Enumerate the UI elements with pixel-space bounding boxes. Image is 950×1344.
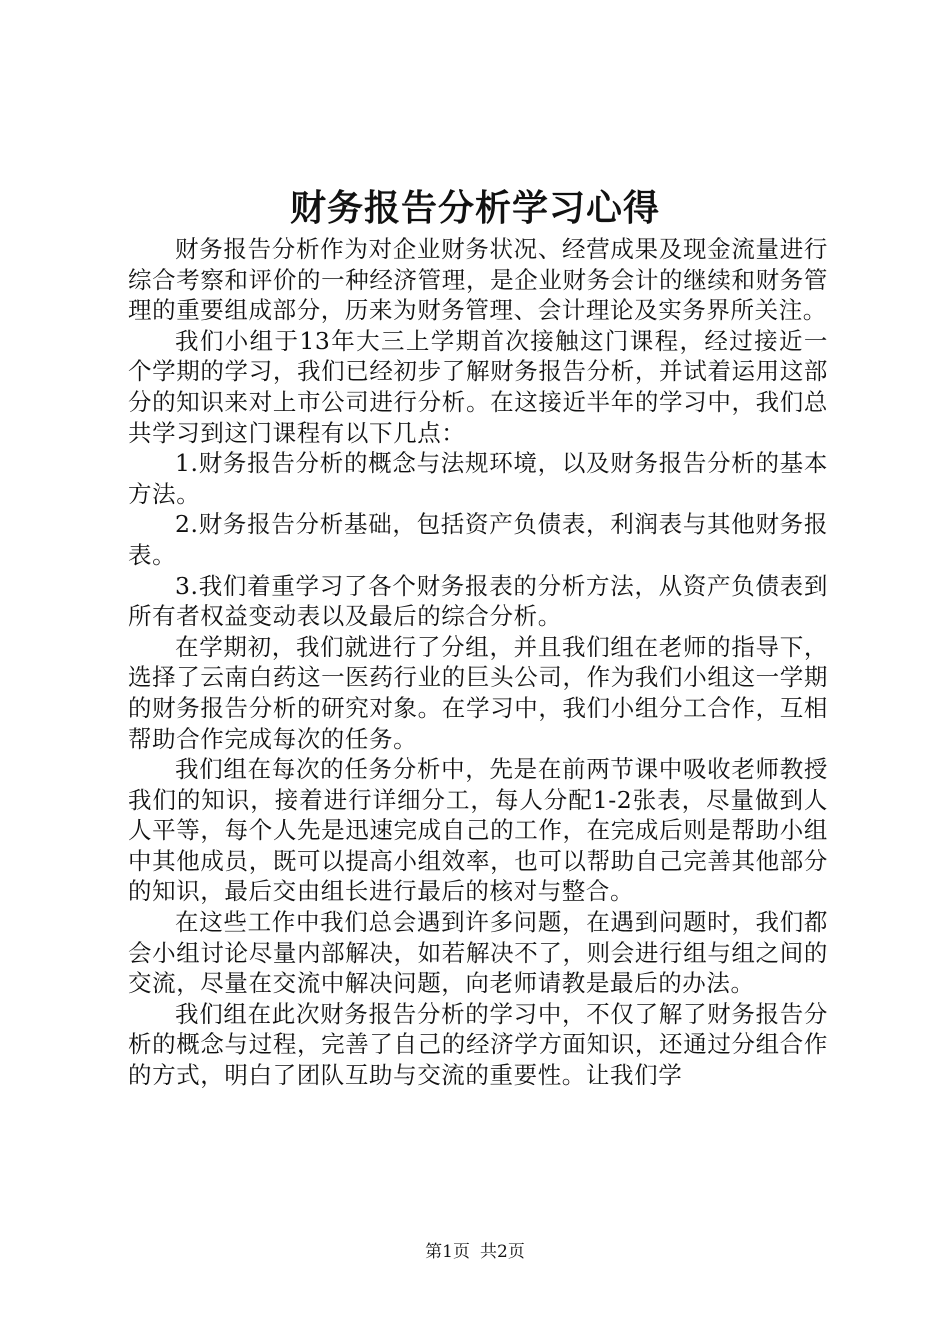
- paragraph: 我们组在每次的任务分析中，先是在前两节课中吸收老师教授我们的知识，接着进行详细分工，每人分配1-2张表，尽量做到人人平等，每个人先是迅速完成自己的工作，在完成后则是帮助小组中其他成员，既可以提高小组效率，也可以帮助自己完善其他部分的知识，最后交由组长进行最后的核对与整合。: [128, 755, 828, 906]
- list-item: 2.财务报告分析基础，包括资产负债表，利润表与其他财务报表。: [128, 510, 828, 569]
- document-body: [128, 234, 828, 1091]
- paragraph: 在学期初，我们就进行了分组，并且我们组在老师的指导下，选择了云南白药这一医药行业的巨头公司，作为我们小组这一学期的财务报告分析的研究对象。在学习中，我们小组分工合作，互相帮助合作完成每次的任务。: [128, 632, 828, 753]
- paragraph: 我们组在此次财务报告分析的学习中，不仅了解了财务报告分析的概念与过程，完善了自己的经济学方面知识，还通过分组合作的方式，明白了团队互助与交流的重要性。让我们学: [128, 999, 828, 1090]
- page-footer: [0, 1240, 950, 1264]
- paragraph: 财务报告分析作为对企业财务状况、经营成果及现金流量进行综合考察和评价的一种经济管理，是企业财务会计的继续和财务管理的重要组成部分，历来为财务管理、会计理论及实务界所关注。: [128, 235, 828, 325]
- document-title: 财务报告分析学习心得: [289, 187, 660, 229]
- paragraph: 我们小组于13年大三上学期首次接触这门课程，经过接近一个学期的学习，我们已经初步了解财务报告分析，并试着运用这部分的知识来对上市公司进行分析。在这接近半年的学习中，我们总共学习到这门课程有以下几点：: [128, 326, 828, 447]
- page-number-total: 共2页: [480, 1242, 525, 1262]
- paragraph: 在这些工作中我们总会遇到许多问题，在遇到问题时，我们都会小组讨论尽量内部解决，如若解决不了，则会进行组与组之间的交流，尽量在交流中解决问题，向老师请教是最后的办法。: [128, 908, 828, 998]
- list-item: 3.我们着重学习了各个财务报表的分析方法，从资产负债表到所有者权益变动表以及最后的综合分析。: [128, 571, 828, 631]
- list-item: 1.财务报告分析的概念与法规环境，以及财务报告分析的基本方法。: [128, 449, 828, 508]
- page-number-current: 第1页: [425, 1242, 470, 1262]
